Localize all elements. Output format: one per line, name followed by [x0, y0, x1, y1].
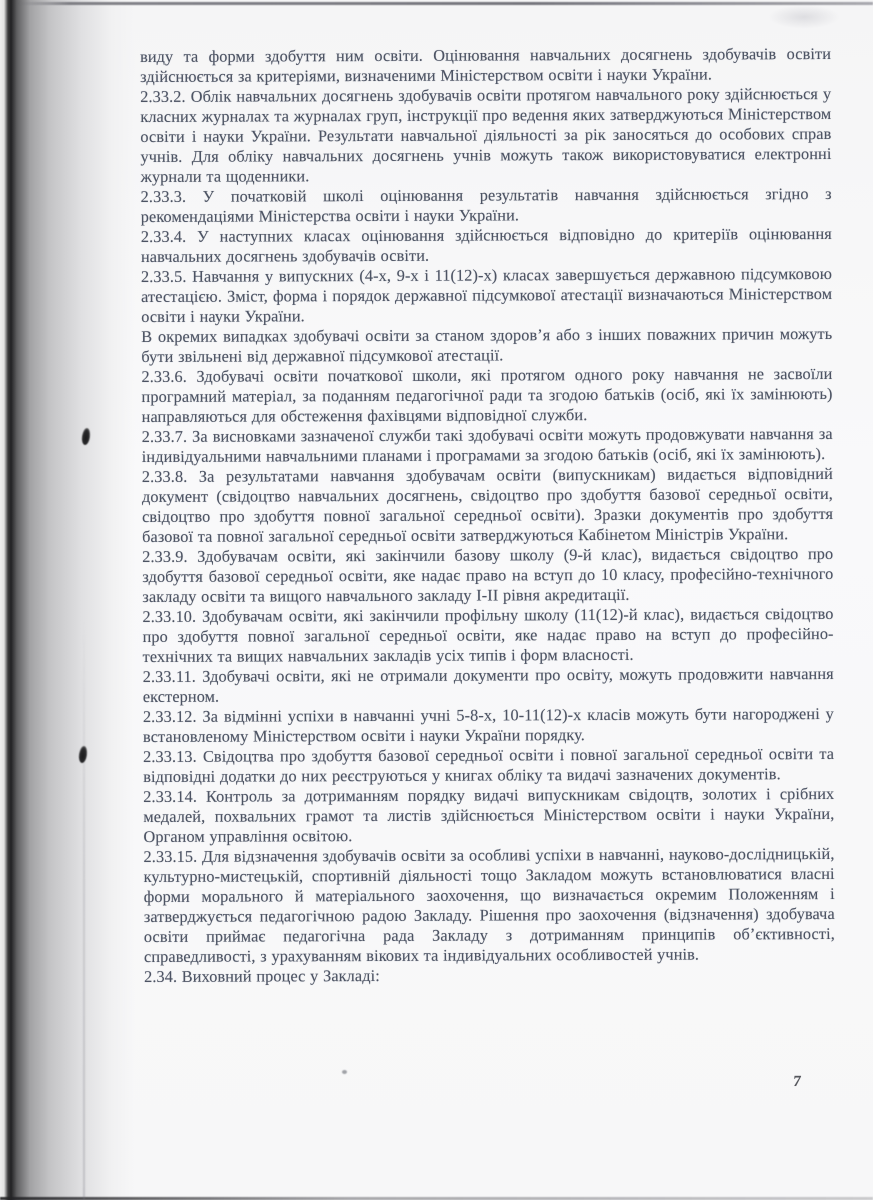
paragraph-exemption-note: В окремих випадках здобувачі освіти за станом здоров’я або з інших поважних причин можуть бути звільнені від державної підсумкової атестації. [141, 323, 833, 366]
paper-fold-seam [83, 620, 85, 1200]
paragraph-continuation: виду та форми здобуття ним освіти. Оцінювання навчальних досягнень здобувачів освіти здійснюється за критеріями, визначеними Міністерством освіти і науки України. [140, 43, 832, 86]
paragraph-2-33-14: 2.33.14. Контроль за дотриманням порядку видачі випускникам свідоцтв, золотих і срібних медалей, похвальних грамот та листів здійснюється Міністерством освіти і науки України, Органом управління освітою. [143, 783, 835, 846]
paragraph-2-33-2: 2.33.2. Облік навчальних досягнень здобувачів освіти протягом навчального року здійснюється у класних журналах та журналах груп, інструкції про ведення яких затверджуються Міністерством освіти і науки України. Результати навчальної діяльності за рік заносяться до особових справ учнів. Для обліку навчальних досягнень учнів можуть також використовуватися електронні журнали та щоденники. [140, 83, 832, 186]
paragraph-2-33-9: 2.33.9. Здобувачам освіти, які закінчили базову школу (9-й клас), видається свідоцтво про здобуття базової середньої освіти, яке надає право на вступ до 10 класу, професійно-технічного закладу освіти та вищого навчального закладу І-ІІ рівня акредитації. [142, 543, 834, 606]
paragraph-2-33-11: 2.33.11. Здобувачі освіти, які не отримали документи про освіту, можуть продовжити навчання екстерном. [142, 663, 834, 706]
paragraph-2-33-10: 2.33.10. Здобувачам освіти, які закінчили профільну школу (11(12)-й клас), видається свідоцтво про здобуття повної загальної середньої освіти, яке надає право на вступ до професійно-технічних та вищих навчальних закладів усіх типів і форм власності. [142, 603, 834, 666]
paragraph-2-33-5: 2.33.5. Навчання у випускних (4-х, 9-х і 11(12)-х) класах завершується державною підсумковою атестацією. Зміст, форма і порядок державної підсумкової атестації визначаються Міністерством освіти і науки України. [140, 263, 833, 326]
paragraph-2-33-4: 2.33.4. У наступних класах оцінювання здійснюється відповідно до критеріїв оцінювання навчальних досягнень здобувачів освіти. [140, 223, 832, 266]
scan-top-edge [18, 2, 873, 5]
paragraph-2-33-15: 2.33.15. Для відзначення здобувачів освіти за особливі успіхи в навчанні, науково-дослідницькій, культурно-мистецькій, спортивній діяльності тощо Закладом можуть встановлюватися власні форми морального й матеріального заохочення, що визначається окремим Положенням і затверджується педагогічною радою Закладу. Рішення про заохочення (відзначення) здобувача освіти приймає педагогічна рада Закладу з дотриманням принципів об’єктивності, справедливості, з урахуванням вікових та індивідуальних особливостей учнів. [143, 843, 835, 966]
paragraph-2-33-12: 2.33.12. За відмінні успіхи в навчанні учні 5-8-х, 10-11(12)-х класів можуть бути нагороджені у встановленому Міністерством освіти і науки України порядку. [142, 703, 834, 746]
page-binding-shadow [0, 0, 135, 1200]
page-number: 7 [792, 1073, 803, 1090]
paragraph-2-33-7: 2.33.7. За висновками зазначеної служби такі здобувачі освіти можуть продовжувати навчання за індивідуальними навчальними планами і програмами за згодою батьків (осіб, які їх замінюють). [141, 423, 833, 466]
paragraph-2-34: 2.34. Виховний процес у Закладі: [144, 965, 380, 986]
paragraph-2-33-6: 2.33.6. Здобувачі освіти початкової школи, які протягом одного року навчання не засвоїли програмний матеріал, за поданням педагогічної ради та згодою батьків (осіб, які їх замінюють) направляються для обстеження фахівцями відповідної служби. [141, 363, 833, 426]
paragraph-2-33-8: 2.33.8. За результатами навчання здобувачам освіти (випускникам) видається відповідний документ (свідоцтво навчальних досягнень, свідоцтво про здобуття базової середньої освіти, свідоцтво про здобуття повної загальної середньої освіти). Зразки документів про здобуття базової та повної загальної середньої освіти затверджуються Кабінетом Міністрів України. [141, 463, 834, 546]
document-body-text [140, 44, 835, 987]
ink-speck [342, 1070, 347, 1074]
scan-smudge [768, 5, 840, 29]
paragraph-2-33-13: 2.33.13. Свідоцтва про здобуття базової середньої освіти і повної загальної середньої освіти та відповідні додатки до них реєструються у книгах обліку та видачі зазначених документів. [143, 743, 835, 786]
paragraph-2-33-3: 2.33.3. У початковій школі оцінювання результатів навчання здійснюється згідно з рекомендаціями Міністерства освіти і науки України. [140, 183, 832, 226]
